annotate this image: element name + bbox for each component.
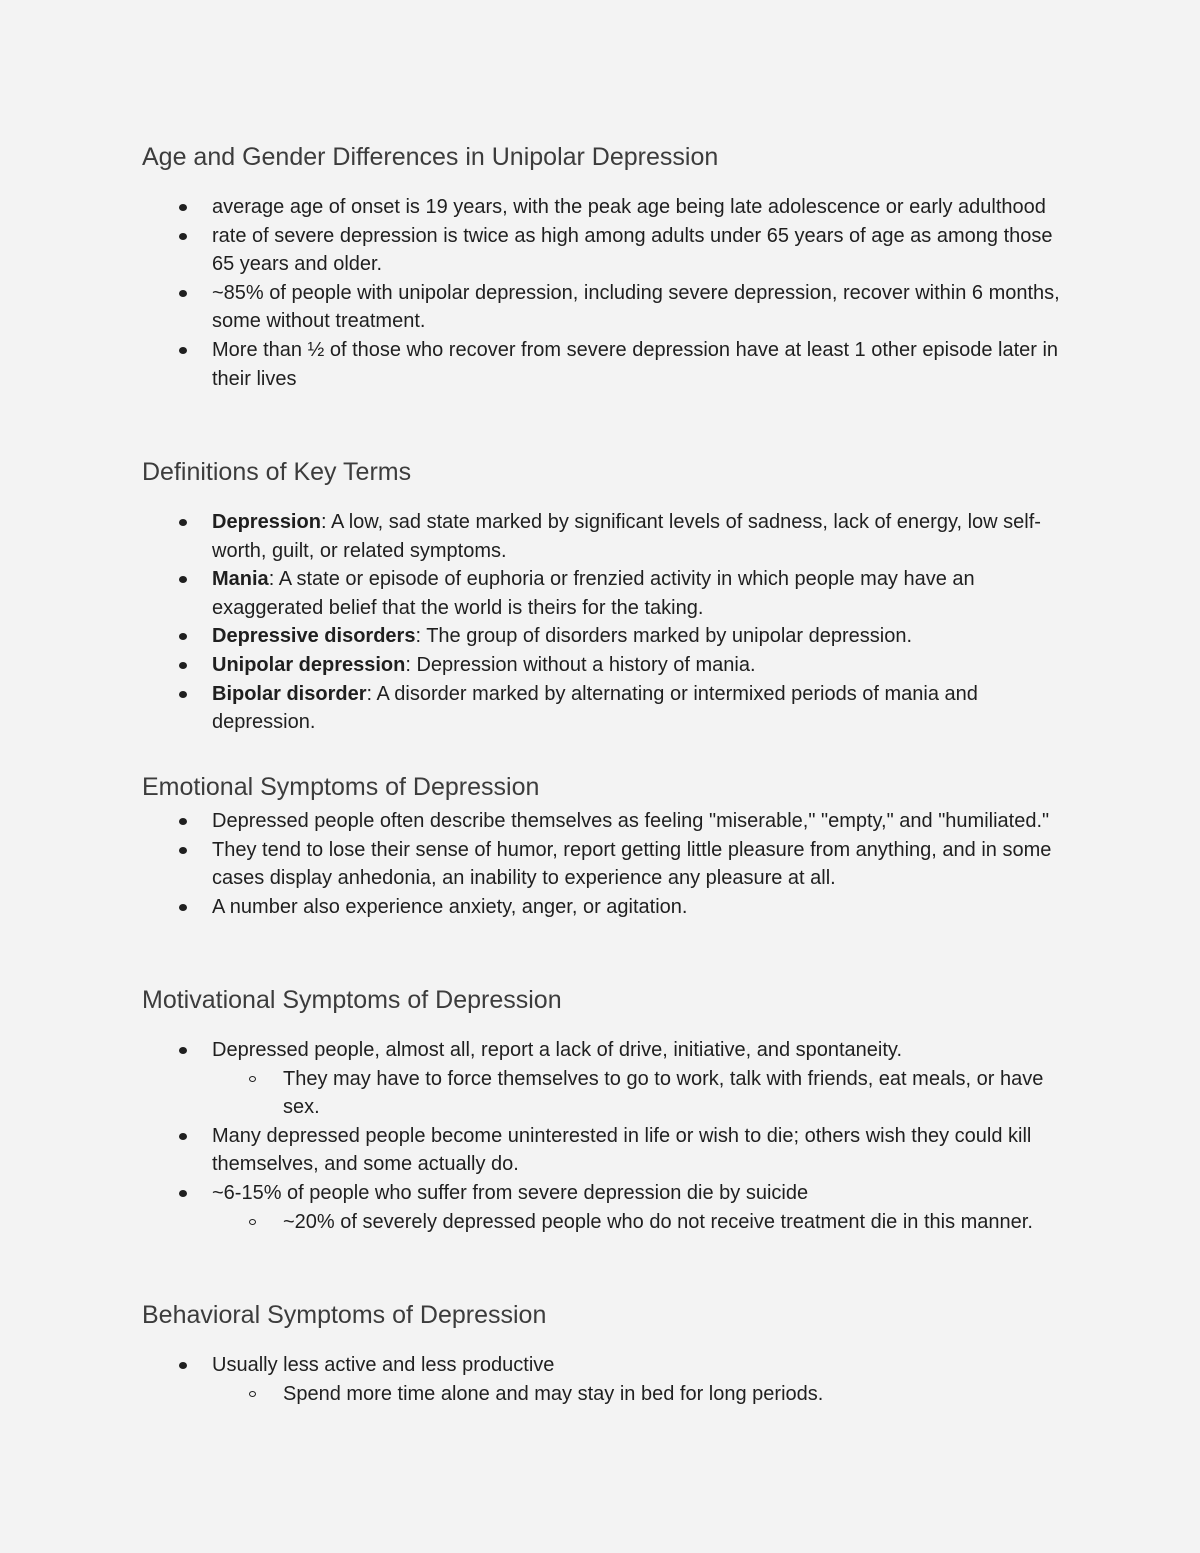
term-label: Bipolar disorder [212, 682, 367, 705]
section-definitions [142, 456, 1072, 737]
list-item: ~85% of people with unipolar depression, including severe depression, recover within 6 months, some without treatment. [142, 279, 1072, 336]
bullet-icon [179, 519, 187, 526]
section-motivational-symptoms [142, 984, 1072, 1236]
sub-list-item: They may have to force themselves to go to work, talk with friends, eat meals, or have sex. [212, 1065, 1072, 1122]
section-behavioral-symptoms [142, 1299, 1072, 1408]
bullet-icon [179, 1190, 187, 1197]
bullet-icon [179, 347, 187, 354]
list-item: rate of severe depression is twice as high among adults under 65 years of age as among those 65 years and older. [142, 222, 1072, 279]
bullet-icon [179, 1362, 187, 1369]
bullet-icon [179, 847, 187, 854]
sub-bullet-list [212, 1380, 1072, 1409]
list-item: Bipolar disorder: A disorder marked by alternating or intermixed periods of mania and depression. [142, 680, 1072, 737]
section-heading: Age and Gender Differences in Unipolar Depression [142, 143, 719, 171]
list-item: Depressed people often describe themselves as feeling "miserable," "empty," and "humiliated." [142, 807, 1072, 836]
section-age-gender [142, 141, 1072, 393]
section-heading: Definitions of Key Terms [142, 458, 412, 486]
bullet-icon [179, 576, 187, 583]
list-item: Depression: A low, sad state marked by significant levels of sadness, lack of energy, low self-worth, guilt, or related symptoms. [142, 508, 1072, 565]
hollow-bullet-icon [249, 1391, 256, 1397]
bullet-icon [179, 818, 187, 825]
bullet-list [142, 193, 1072, 393]
bullet-list [142, 1036, 1072, 1236]
bullet-icon [179, 290, 187, 297]
term-label: Depressive disorders [212, 625, 416, 648]
list-item: ~6-15% of people who suffer from severe depression die by suicide ~20% of severely depressed people who do not receive treatment die in this manner. [142, 1179, 1072, 1236]
list-item: More than ½ of those who recover from severe depression have at least 1 other episode later in their lives [142, 336, 1072, 393]
bullet-list [142, 508, 1072, 737]
section-heading: Motivational Symptoms of Depression [142, 986, 562, 1014]
bullet-icon [179, 233, 187, 240]
bullet-icon [179, 204, 187, 211]
sub-list-item: Spend more time alone and may stay in bed for long periods. [212, 1380, 1072, 1409]
list-item: Unipolar depression: Depression without a history of mania. [142, 651, 1072, 680]
term-label: Mania [212, 568, 269, 591]
bullet-icon [179, 1047, 187, 1054]
term-label: Unipolar depression [212, 653, 406, 676]
bullet-icon [179, 691, 187, 698]
sub-bullet-list [212, 1208, 1072, 1237]
list-item: Depressive disorders: The group of disorders marked by unipolar depression. [142, 622, 1072, 651]
term-label: Depression [212, 511, 321, 533]
hollow-bullet-icon [249, 1076, 256, 1082]
hollow-bullet-icon [249, 1219, 256, 1225]
list-item: They tend to lose their sense of humor, report getting little pleasure from anything, and in some cases display anhedonia, an inability to experience any pleasure at all. [142, 836, 1072, 893]
section-heading: Behavioral Symptoms of Depression [142, 1301, 547, 1329]
list-item: Usually less active and less productive Spend more time alone and may stay in bed for long periods. [142, 1351, 1072, 1408]
section-heading: Emotional Symptoms of Depression [142, 773, 540, 801]
sub-bullet-list [212, 1065, 1072, 1122]
sub-list-item: ~20% of severely depressed people who do not receive treatment die in this manner. [212, 1208, 1072, 1237]
bullet-icon [179, 633, 187, 640]
bullet-list [142, 807, 1072, 921]
bullet-list [142, 1351, 1072, 1408]
bullet-icon [179, 1133, 187, 1140]
section-emotional-symptoms [142, 771, 1072, 921]
list-item: Mania: A state or episode of euphoria or frenzied activity in which people may have an exaggerated belief that the world is theirs for the taking. [142, 565, 1072, 622]
list-item: Depressed people, almost all, report a lack of drive, initiative, and spontaneity. They may have to force themselves to go to work, talk with friends, eat meals, or have sex. [142, 1036, 1072, 1122]
bullet-icon [179, 662, 187, 669]
bullet-icon [179, 904, 187, 911]
list-item: Many depressed people become uninterested in life or wish to die; others wish they could kill themselves, and some actually do. [142, 1122, 1072, 1179]
list-item: A number also experience anxiety, anger, or agitation. [142, 893, 1072, 922]
list-item: average age of onset is 19 years, with the peak age being late adolescence or early adulthood [142, 193, 1072, 222]
